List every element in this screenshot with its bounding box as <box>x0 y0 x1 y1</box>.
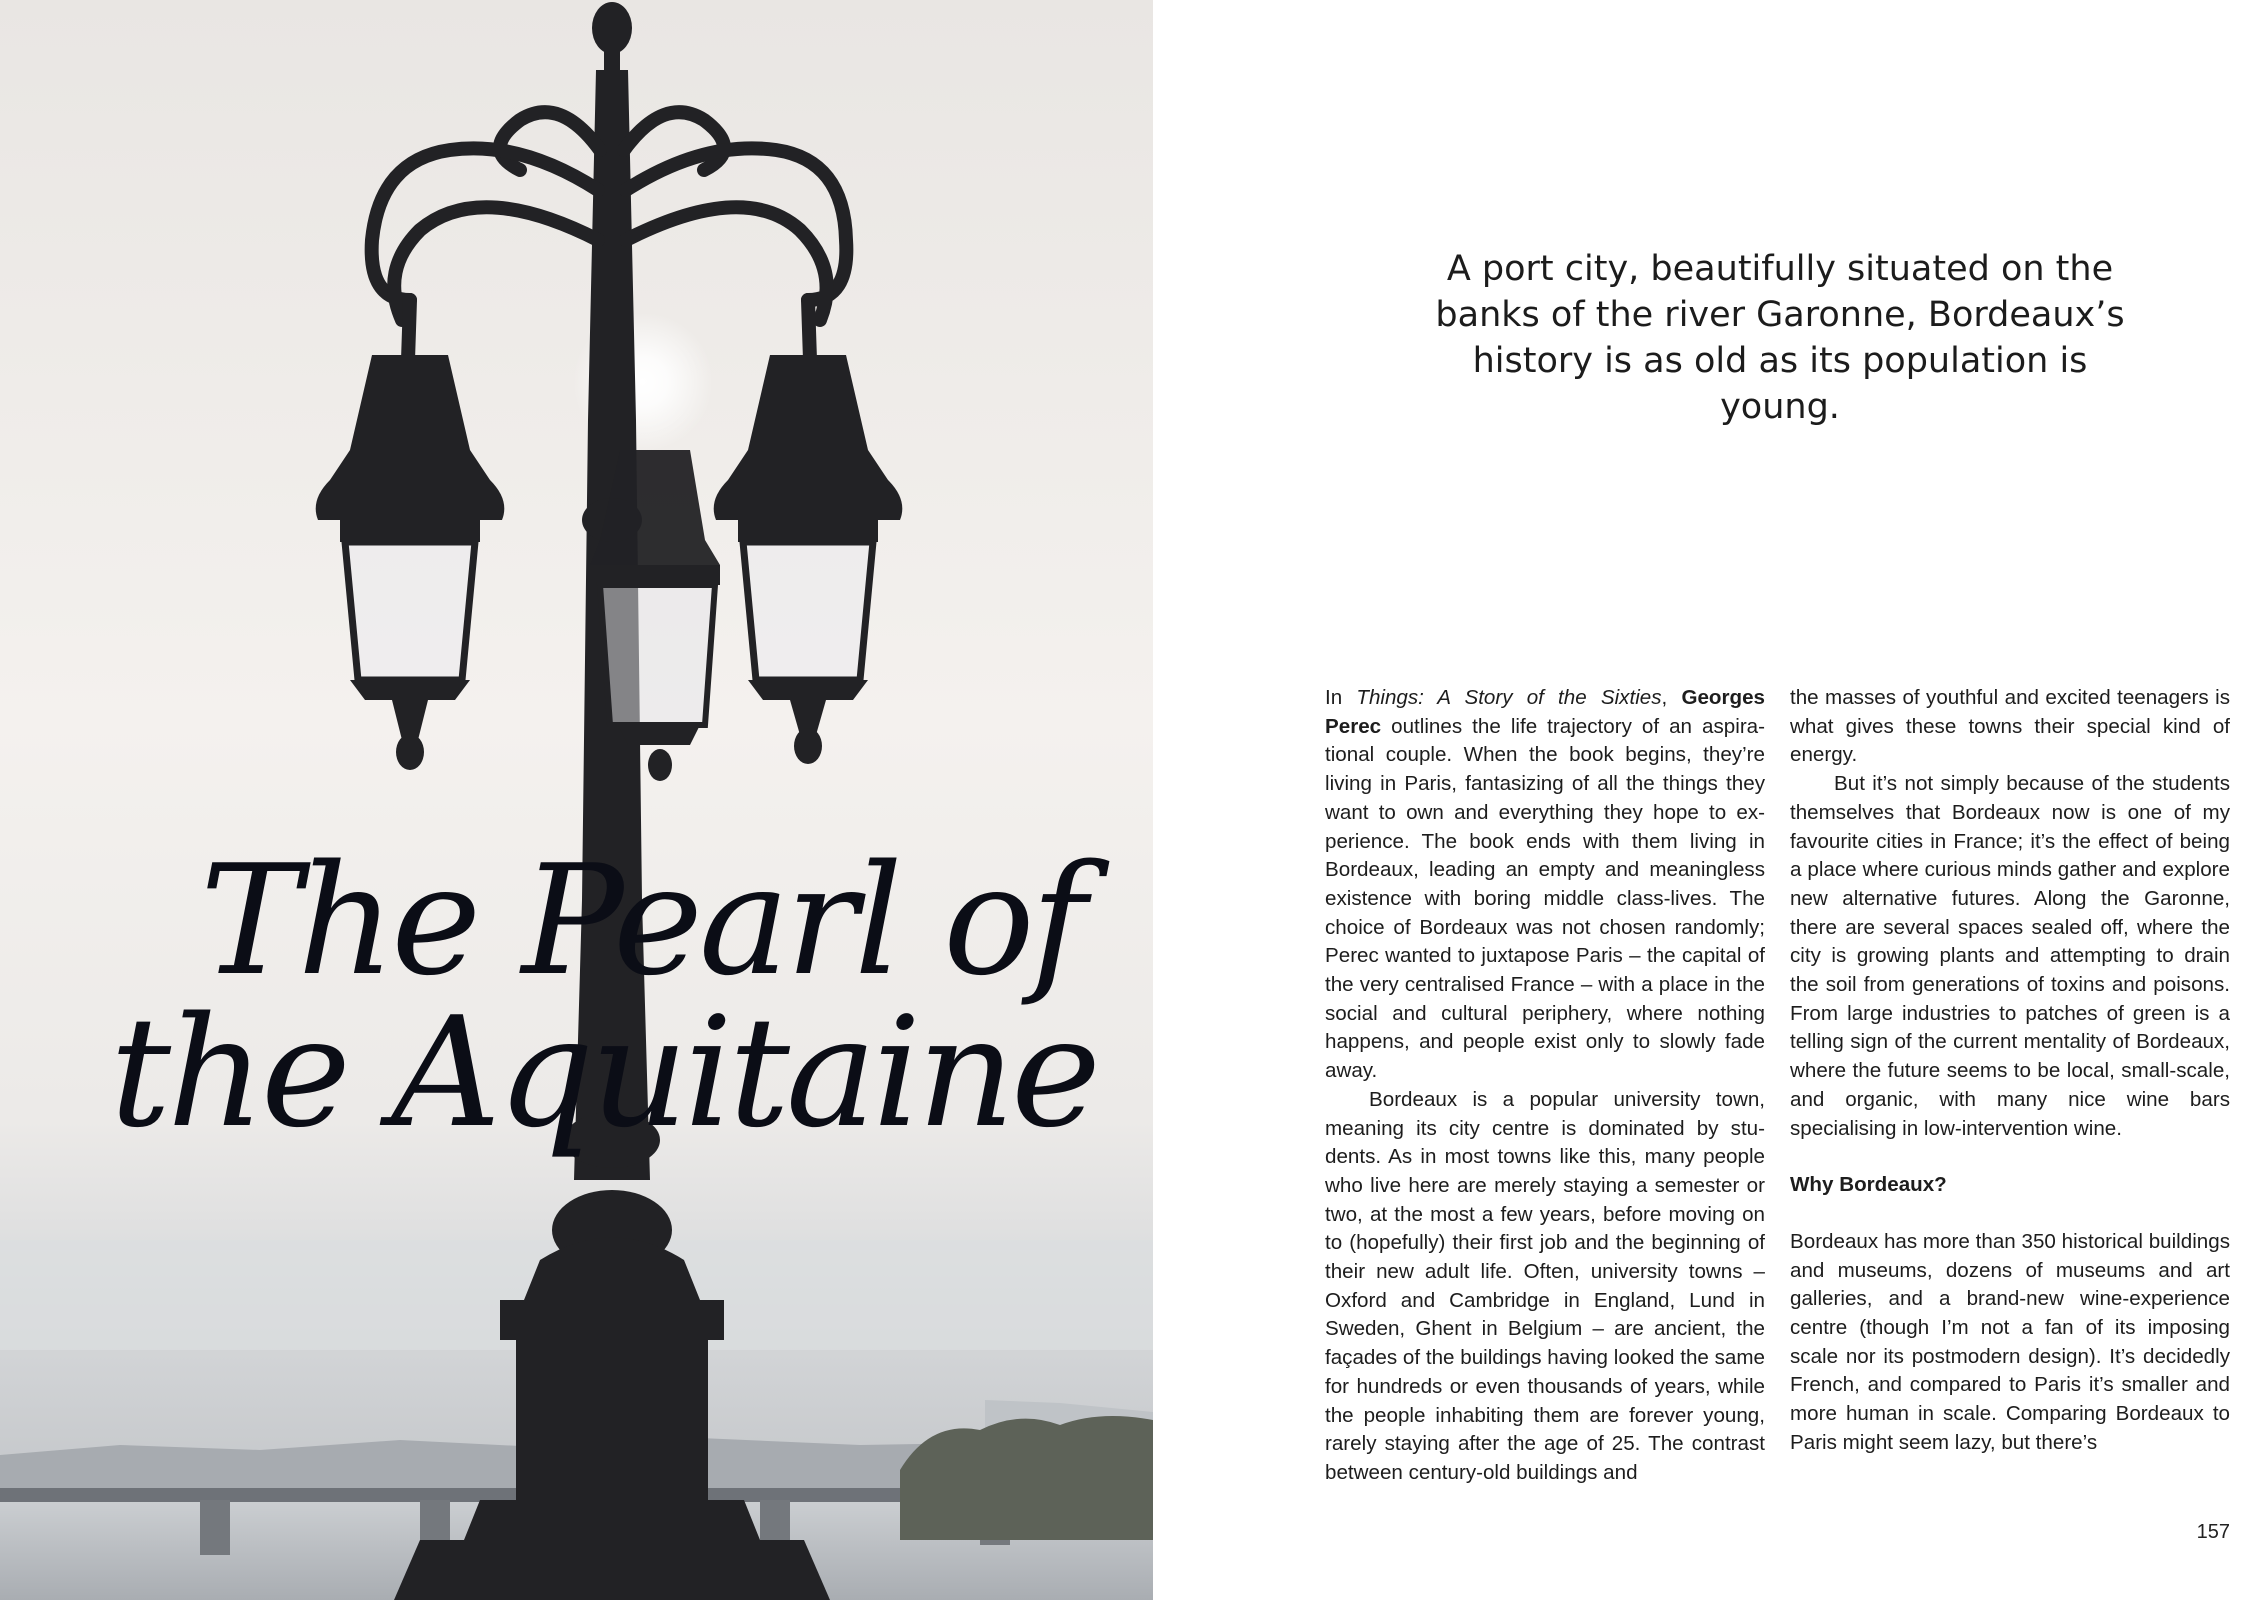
paragraph-body: outlines the life trajectory of an aspirational couple. When the book begins, they’re living in Paris, fantasizing of all the things they want to own and everything they hope to experience. The book ends with them living in Bordeaux, leading an empty and meaningless existence with boring middle class-lives. The choice of Bordeaux was not chosen randomly; Perec wanted to juxtapose Paris – the capital of the very centralised France – with a place in the social and cultural periphery, where nothing happens, and people exist only to slowly fade away. <box>1325 714 1765 1083</box>
paragraph-intro: In <box>1325 686 1357 709</box>
author-name: Georges Perec <box>1325 686 1765 738</box>
title-line-2: the Aquitaine <box>110 984 1097 1161</box>
body-column-1 <box>1325 684 1765 1488</box>
paragraph: the masses of youthful and excited teenagers is what gives these towns their special kind of energy. <box>1790 686 2230 767</box>
standfirst: A port city, beautifully situated on the banks of the river Garonne, Bordeaux’s history is as old as its population is young. <box>1435 249 2125 427</box>
title-line-1: The Pearl of <box>200 832 1083 1009</box>
paragraph: Bordeaux is a popular university town, meaning its city centre is dominated by students. As in most towns like this, many people who live here are merely staying a semester or two, at the most a few years, before moving on to (hopefully) their first job and the beginning of their new adult life. Often, university towns – Oxford and Cambridge in England, Lund in Sweden, Ghent in Belgium – are ancient, the façades of the buildings having looked the same for hundreds or even thousands of years, while the people inhabiting them are forever young, rarely staying after the age of 25. The contrast between century-old buildings and <box>1325 1087 1765 1484</box>
article-title <box>110 832 1110 1161</box>
paragraph <box>1325 684 1765 1086</box>
paragraph-comma: , <box>1661 686 1682 709</box>
book-title: Things: A Story of the Sixties <box>1356 686 1662 709</box>
page-number: 157 <box>2196 1521 2230 1543</box>
body-column-2 <box>1790 684 2230 1458</box>
paragraph: But it’s not simply because of the students themselves that Bordeaux now is one of my favourite cities in France; it’s the effect of being a place where curious minds gather and explore new alternative futures. Along the Garonne, there are several spaces sealed off, where the city is growing plants and attempting to drain the soil from generations of toxins and poisons. From large industries to patches of green is a telling sign of the current mentality of Bordeaux, where the future seems to be local, small-scale, and organic, with many nice wine bars specialising in low-intervention wine. <box>1790 772 2230 1140</box>
paragraph: Bordeaux has more than 350 historical buildings and museums, dozens of museums and art galleries, and a brand-new wine-experience centre (though I’m not a fan of its imposing scale nor its postmodern design). It’s decidedly French, and compared to Paris it’s smaller and more human in scale. Comparing Bordeaux to Paris might seem lazy, but there’s <box>1790 1229 2230 1454</box>
section-heading: Why Bordeaux? <box>1790 1173 1947 1197</box>
